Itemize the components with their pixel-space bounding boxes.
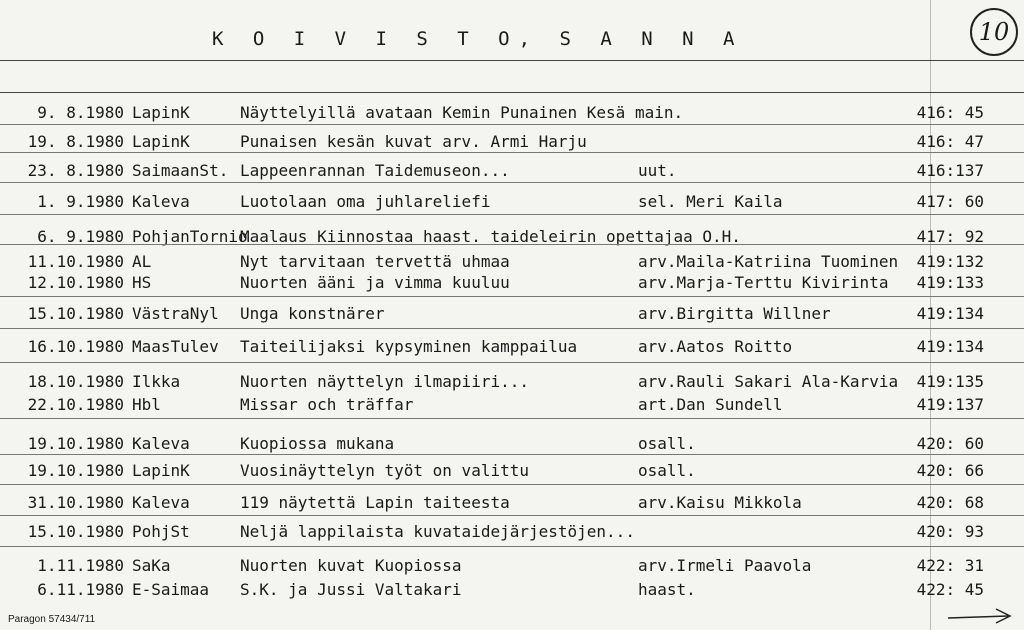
entry-publication: LapinK bbox=[132, 103, 190, 122]
entry-publication: AL bbox=[132, 252, 152, 271]
entry-date: 6. 9.1980 bbox=[37, 227, 124, 246]
entry-headline: Nuorten näyttelyn ilmapiiri... bbox=[240, 372, 529, 391]
entry-row bbox=[0, 434, 1024, 456]
circled-page-number: 10 bbox=[970, 8, 1018, 56]
entry-publication: Kaleva bbox=[132, 434, 190, 453]
row-rule bbox=[0, 418, 1024, 419]
entry-date: 19. 8.1980 bbox=[27, 132, 124, 151]
row-rule bbox=[0, 454, 1024, 455]
entry-reference: 419:132 bbox=[916, 252, 984, 271]
entry-author: osall. bbox=[638, 434, 696, 453]
entry-row bbox=[0, 304, 1024, 326]
entry-reference: 416:137 bbox=[916, 161, 984, 180]
entry-author: arv.Birgitta Willner bbox=[638, 304, 831, 323]
entry-reference: 416: 47 bbox=[916, 132, 984, 151]
row-rule bbox=[0, 214, 1024, 215]
entry-row bbox=[0, 372, 1024, 394]
entry-row bbox=[0, 580, 1024, 602]
entry-row bbox=[0, 161, 1024, 183]
entry-reference: 419:134 bbox=[916, 337, 984, 356]
entry-date: 1.11.1980 bbox=[37, 556, 124, 575]
entry-author: art.Dan Sundell bbox=[638, 395, 783, 414]
row-rule bbox=[0, 296, 1024, 297]
entry-publication: Kaleva bbox=[132, 493, 190, 512]
entry-author: arv.Aatos Roitto bbox=[638, 337, 793, 356]
entry-row bbox=[0, 252, 1024, 274]
entry-author: haast. bbox=[638, 580, 696, 599]
entry-row bbox=[0, 273, 1024, 295]
entry-date: 19.10.1980 bbox=[27, 434, 124, 453]
row-rule bbox=[0, 124, 1024, 125]
entry-date: 22.10.1980 bbox=[27, 395, 124, 414]
row-rule bbox=[0, 244, 1024, 245]
entry-publication: SaimaanSt. bbox=[132, 161, 229, 180]
entry-headline: Kuopiossa mukana bbox=[240, 434, 395, 453]
entry-reference: 419:133 bbox=[916, 273, 984, 292]
entry-publication: PohjanTornio bbox=[132, 227, 248, 246]
row-rule bbox=[0, 546, 1024, 547]
entry-publication: PohjSt bbox=[132, 522, 190, 541]
entry-headline: Luotolaan oma juhlareliefi bbox=[240, 192, 491, 211]
entry-publication: SaKa bbox=[132, 556, 171, 575]
entry-row bbox=[0, 192, 1024, 214]
entry-date: 11.10.1980 bbox=[27, 252, 124, 271]
entry-headline: Missar och träffar bbox=[240, 395, 414, 414]
entry-author: arv.Rauli Sakari Ala-Karvia bbox=[638, 372, 899, 391]
entry-row bbox=[0, 103, 1024, 125]
entry-author: arv.Irmeli Paavola bbox=[638, 556, 812, 575]
entry-headline: Näyttelyillä avataan Kemin Punainen Kesä main. bbox=[240, 103, 684, 122]
entry-publication: MaasTulev bbox=[132, 337, 219, 356]
entry-author: sel. Meri Kaila bbox=[638, 192, 783, 211]
row-rule bbox=[0, 515, 1024, 516]
printer-mark: Paragon 57434/711 bbox=[8, 614, 96, 625]
row-rule bbox=[0, 362, 1024, 363]
row-rule bbox=[0, 182, 1024, 183]
entry-row bbox=[0, 493, 1024, 515]
entry-reference: 422: 31 bbox=[916, 556, 984, 575]
entry-date: 15.10.1980 bbox=[27, 522, 124, 541]
entry-headline: Neljä lappilaista kuvataidejärjestöjen... bbox=[240, 522, 635, 541]
entry-headline: Vuosinäyttelyn työt on valittu bbox=[240, 461, 529, 480]
entry-row bbox=[0, 461, 1024, 483]
entry-headline: Punaisen kesän kuvat arv. Armi Harju bbox=[240, 132, 587, 151]
entry-date: 31.10.1980 bbox=[27, 493, 124, 512]
entry-reference: 420: 68 bbox=[916, 493, 984, 512]
entry-date: 6.11.1980 bbox=[37, 580, 124, 599]
entry-headline: Nuorten ääni ja vimma kuuluu bbox=[240, 273, 510, 292]
entry-row bbox=[0, 556, 1024, 578]
entry-headline: Taiteilijaksi kypsyminen kamppailua bbox=[240, 337, 578, 356]
entry-reference: 419:135 bbox=[916, 372, 984, 391]
entry-reference: 419:134 bbox=[916, 304, 984, 323]
entry-publication: HS bbox=[132, 273, 152, 292]
entry-date: 12.10.1980 bbox=[27, 273, 124, 292]
entry-date: 15.10.1980 bbox=[27, 304, 124, 323]
entry-date: 23. 8.1980 bbox=[27, 161, 124, 180]
header-rule-lower bbox=[0, 92, 1024, 93]
entry-reference: 417: 92 bbox=[916, 227, 984, 246]
entry-row bbox=[0, 337, 1024, 359]
entry-reference: 422: 45 bbox=[916, 580, 984, 599]
entry-publication: E-Saimaa bbox=[132, 580, 210, 599]
entry-reference: 420: 93 bbox=[916, 522, 984, 541]
card-title: K O I V I S T O, S A N N A bbox=[212, 28, 744, 50]
entry-author: arv.Marja-Terttu Kivirinta bbox=[638, 273, 889, 292]
entry-reference: 419:137 bbox=[916, 395, 984, 414]
entry-headline: Lappeenrannan Taidemuseon... bbox=[240, 161, 510, 180]
header-rule bbox=[0, 60, 1024, 61]
entry-headline: S.K. ja Jussi Valtakari bbox=[240, 580, 462, 599]
entry-headline: 119 näytettä Lapin taiteesta bbox=[240, 493, 510, 512]
entry-reference: 417: 60 bbox=[916, 192, 984, 211]
entry-row bbox=[0, 227, 1024, 249]
entry-publication: LapinK bbox=[132, 461, 190, 480]
entry-headline: Maalaus Kiinnostaa haast. taideleirin opettajaa O.H. bbox=[240, 227, 741, 246]
entry-publication: Hbl bbox=[132, 395, 161, 414]
entry-date: 16.10.1980 bbox=[27, 337, 124, 356]
entry-publication: Kaleva bbox=[132, 192, 190, 211]
entry-reference: 416: 45 bbox=[916, 103, 984, 122]
entry-date: 9. 8.1980 bbox=[37, 103, 124, 122]
entry-publication: Ilkka bbox=[132, 372, 181, 391]
row-rule bbox=[0, 328, 1024, 329]
entry-headline: Nyt tarvitaan tervettä uhmaa bbox=[240, 252, 510, 271]
entry-row bbox=[0, 522, 1024, 544]
entry-headline: Nuorten kuvat Kuopiossa bbox=[240, 556, 462, 575]
entry-author: arv.Maila-Katriina Tuominen bbox=[638, 252, 899, 271]
entry-row bbox=[0, 395, 1024, 417]
entry-author: uut. bbox=[638, 161, 677, 180]
row-rule bbox=[0, 152, 1024, 153]
entry-headline: Unga konstnärer bbox=[240, 304, 385, 323]
entry-date: 19.10.1980 bbox=[27, 461, 124, 480]
entry-publication: LapinK bbox=[132, 132, 190, 151]
entry-author: osall. bbox=[638, 461, 696, 480]
entry-publication: VästraNyl bbox=[132, 304, 219, 323]
entry-date: 1. 9.1980 bbox=[37, 192, 124, 211]
row-rule bbox=[0, 484, 1024, 485]
entry-reference: 420: 66 bbox=[916, 461, 984, 480]
entry-author: arv.Kaisu Mikkola bbox=[638, 493, 802, 512]
entry-reference: 420: 60 bbox=[916, 434, 984, 453]
entry-date: 18.10.1980 bbox=[27, 372, 124, 391]
continue-arrow-icon bbox=[946, 605, 1016, 627]
entry-row bbox=[0, 132, 1024, 154]
